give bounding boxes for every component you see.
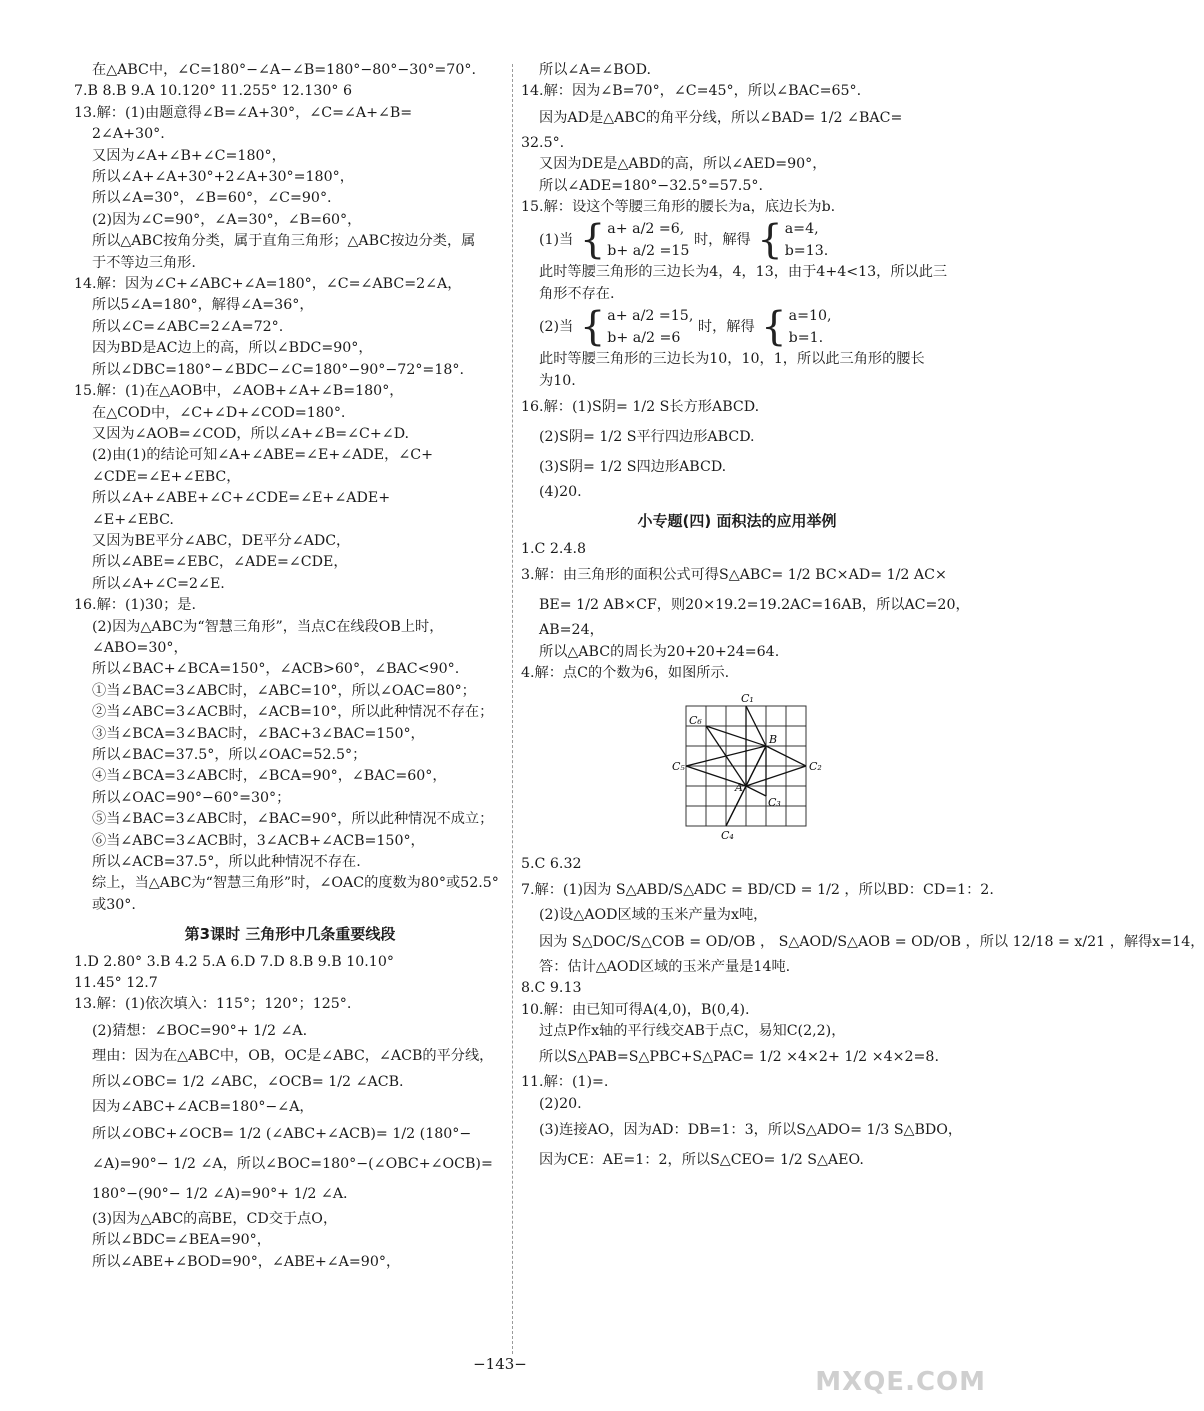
text-line: (3)连接AO，因为AD：DB=1：3，所以S△ADO= 1/3 S△BDO，	[539, 1122, 963, 1139]
solution-values	[785, 218, 829, 262]
text-line: 14.解：因为∠B=70°，∠C=45°，所以∠BAC=65°.	[521, 83, 862, 100]
text-line: ∠A)=90°− 1/2 ∠A，所以∠BOC=180°−(∠OBC+∠OCB)=	[92, 1155, 493, 1172]
text-line: 所以∠OAC=90°−60°=30°；	[92, 789, 291, 806]
text-line: 因为∠ABC+∠ACB=180°−∠A，	[92, 1099, 314, 1116]
text-line: 所以∠A+∠C=2∠E.	[92, 575, 225, 592]
section-heading-lesson3: 第3课时 三角形中几条重要线段	[184, 925, 396, 944]
text-line: 7.B 8.B 9.A 10.120° 11.255° 12.130° 6	[74, 83, 353, 100]
text-line: (2)20.	[539, 1095, 582, 1112]
text-line: 16.解：(1)30；是.	[74, 597, 196, 614]
text-line: 16.解：(1)S阴= 1/2 S长方形ABCD.	[521, 399, 760, 416]
right-answers-part2	[521, 262, 953, 305]
text-line: 所以∠DBC=180°−∠BDC−∠C=180°−90°−72°=18°.	[92, 361, 464, 378]
solution-2: b=13.	[784, 243, 829, 260]
text-line: 1.D 2.80° 3.B 4.2 5.A 6.D 7.D 8.B 9.B 10.10°	[74, 953, 394, 970]
text-line: 3.解：由三角形的面积公式可得S△ABC= 1/2 BC×AD= 1/2 AC×	[521, 567, 947, 584]
system-eq-1: a+ a/2 =6,	[607, 221, 685, 238]
text-line: 15.解：设这个等腰三角形的腰长为a，底边长为b.	[521, 199, 836, 216]
watermark-text: MXQE.COM	[815, 1367, 986, 1397]
text-line: BE= 1/2 AB×CF，则20×19.2=19.2AC=16AB，所以AC=20，	[539, 597, 970, 614]
text-line: 或30°.	[92, 896, 136, 913]
text-line: 因为CE：AE=1：2，所以S△CEO= 1/2 S△AEO.	[539, 1152, 864, 1169]
text-line: (3)S阴= 1/2 S四边形ABCD.	[539, 459, 727, 476]
text-line: 15.解：(1)在△AOB中，∠AOB+∠A+∠B=180°，	[74, 383, 404, 400]
system-eq-2: b+ a/2 =6	[607, 330, 681, 347]
system-equations	[607, 218, 689, 262]
text-line: 所以△ABC按角分类，属于直角三角形；△ABC按边分类，属	[92, 233, 476, 250]
text-line: 180°−(90°− 1/2 ∠A)=90°+ 1/2 ∠A.	[92, 1185, 348, 1202]
text-line: 又因为∠AOB=∠COD，所以∠A+∠B=∠C+∠D.	[92, 425, 410, 442]
text-line: (3)因为△ABC的高BE，CD交于点O，	[92, 1210, 338, 1227]
text-line: 1.C 2.4.8	[521, 540, 587, 557]
text-line: 5.C 6.32	[521, 855, 582, 872]
text-line: 4.解：点C的个数为6，如图所示.	[521, 665, 730, 682]
system-mid-text: 时，解得	[693, 232, 751, 249]
text-line: 所以5∠A=180°，解得∠A=36°，	[92, 297, 314, 314]
text-line: ④当∠BCA=3∠ABC时，∠BCA=90°，∠BAC=60°，	[92, 768, 447, 785]
system-lead: (2)当	[539, 319, 574, 336]
text-line: ∠CDE=∠E+∠EBC，	[92, 468, 241, 485]
text-line: 13.解：(1)依次填入：115°；120°；125°.	[74, 996, 352, 1013]
text-line: 所以∠OBC+∠OCB= 1/2 (∠ABC+∠ACB)= 1/2 (180°−	[92, 1125, 472, 1142]
brace-glyph: {	[579, 304, 606, 351]
text-line: ②当∠ABC=3∠ACB时，∠ACB=10°，所以此种情况不存在；	[92, 704, 494, 721]
solution-brace-group	[759, 305, 831, 349]
text-line: 所以∠A+∠ABE+∠C+∠CDE=∠E+∠ADE+	[92, 490, 391, 507]
text-line: 所以∠ACB=37.5°，所以此种情况不存在.	[92, 854, 361, 871]
text-line: 所以∠A=30°，∠B=60°，∠C=90°.	[92, 190, 332, 207]
text-line: 14.解：因为∠C+∠ABC+∠A=180°，∠C=∠ABC=2∠A，	[74, 276, 462, 293]
text-line: 又因为DE是△ABD的高，所以∠AED=90°，	[539, 156, 827, 173]
text-line: 7.解：(1)因为 S△ABD/S△ADC = BD/CD = 1/2 ，所以BD：CD=1：2.	[521, 882, 994, 899]
equation-system-2	[521, 305, 953, 349]
text-line: 此时等腰三角形的三边长为4，4，13，由于4+4<13，所以此三	[539, 264, 948, 281]
text-line: 所以∠ADE=180°−32.5°=57.5°.	[539, 177, 763, 194]
brace-glyph: {	[757, 217, 783, 264]
text-line: 所以∠OBC= 1/2 ∠ABC，∠OCB= 1/2 ∠ACB.	[92, 1074, 404, 1091]
text-line: (2)猜想：∠BOC=90°+ 1/2 ∠A.	[92, 1022, 308, 1039]
text-line: 11.45° 12.7	[74, 975, 158, 992]
text-line: (4)20.	[539, 484, 582, 501]
solution-values	[789, 305, 832, 349]
text-line: 此时等腰三角形的三边长为10，10，1，所以此三角形的腰长	[539, 351, 925, 368]
label-b: B	[769, 732, 778, 746]
text-line: 2∠A+30°.	[92, 126, 165, 143]
system-brace-group	[578, 218, 690, 262]
text-line: 又因为BE平分∠ABC，DE平分∠ADC，	[92, 532, 351, 549]
text-line: 所以∠BAC=37.5°，所以∠OAC=52.5°；	[92, 747, 367, 763]
system-eq-1: a+ a/2 =15,	[607, 308, 694, 325]
text-line: 所以∠A+∠A+30°+2∠A+30°=180°，	[92, 169, 354, 186]
system-mid-text: 时，解得	[697, 319, 755, 336]
text-line: 因为 S△DOC/S△COB = OD/OB ， S△AOD/S△AOB = OD/OB ，所以 12/18 = x/21 ，解得x=14，	[539, 933, 1204, 950]
label-c1: C₁	[741, 691, 754, 705]
left-column	[74, 60, 506, 1273]
text-line: 10.解：由已知可得A(4,0)，B(0,4).	[521, 1001, 750, 1018]
right-answers-part5	[521, 854, 1204, 1175]
text-line: 过点P作x轴的平行线交AB于点C，易知C(2,2)，	[539, 1022, 846, 1039]
text-line: 所以∠BAC+∠BCA=150°，∠ACB>60°，∠BAC<90°.	[92, 661, 460, 678]
text-line: ③当∠BCA=3∠BAC时，∠BAC+3∠BAC=150°，	[92, 725, 425, 742]
text-line: ∠ABO=30°，	[92, 639, 188, 656]
text-line: 所以∠ABE=∠EBC，∠ADE=∠CDE，	[92, 554, 348, 571]
text-line: 32.5°.	[521, 134, 565, 151]
text-line: (2)S阴= 1/2 S平行四边形ABCD.	[539, 429, 755, 446]
label-c2: C₂	[809, 759, 822, 773]
text-line: (2)设△AOD区域的玉米产量为x吨，	[539, 907, 768, 924]
left-answers-part1	[74, 60, 506, 916]
text-line: 在△ABC中，∠C=180°−∠A−∠B=180°−80°−30°=70°.	[92, 62, 476, 78]
text-line: 答：估计△AOD区域的玉米产量是14吨.	[539, 958, 791, 975]
text-line: 所以∠A=∠BOD.	[539, 62, 651, 78]
label-c6: C₆	[689, 713, 702, 727]
label-c5: C₅	[672, 759, 685, 773]
brace-glyph: {	[761, 304, 787, 351]
label-a: A	[735, 780, 743, 794]
text-line: 因为AD是△ABC的角平分线，所以∠BAD= 1/2 ∠BAC=	[539, 109, 903, 126]
text-line: ⑥当∠ABC=3∠ACB时，3∠ACB+∠ACB=150°，	[92, 832, 425, 849]
left-answers-part2	[74, 952, 506, 1273]
solution-2: b=1.	[788, 330, 824, 347]
text-line: (2)由(1)的结论可知∠A+∠ABE=∠E+∠ADE，∠C+	[92, 447, 433, 464]
label-c4: C₄	[721, 828, 734, 842]
text-line: 所以△ABC的周长为20+20+24=64.	[539, 643, 780, 660]
text-line: 因为BD是AC边上的高，所以∠BDC=90°，	[92, 340, 373, 357]
text-line: 角形不存在.	[539, 285, 615, 302]
text-line: 所以∠BDC=∠BEA=90°，	[92, 1232, 271, 1249]
system-equations	[607, 305, 693, 349]
text-line: 理由：因为在△ABC中，OB，OC是∠ABC，∠ACB的平分线，	[92, 1047, 494, 1064]
right-answers-part1	[521, 60, 953, 218]
solution-1: a=4,	[784, 221, 819, 238]
grid-figure	[671, 691, 821, 841]
text-line: ⑤当∠BAC=3∠ABC时，∠BAC=90°，所以此种情况不成立；	[92, 811, 494, 828]
text-line: 于不等边三角形.	[92, 254, 196, 271]
text-line: 在△COD中，∠C+∠D+∠COD=180°.	[92, 404, 346, 421]
text-line: 综上，当△ABC为“智慧三角形”时，∠OAC的度数为80°或52.5°	[92, 875, 499, 892]
text-line: 所以∠C=∠ABC=2∠A=72°.	[92, 318, 284, 335]
solution-brace-group	[755, 218, 828, 262]
brace-glyph: {	[579, 217, 606, 264]
text-line: 为10.	[539, 372, 576, 389]
label-c3: C₃	[768, 795, 781, 809]
text-line: 8.C 9.13	[521, 980, 582, 997]
column-divider	[512, 64, 513, 1354]
page-number: −143−	[473, 1355, 527, 1373]
system-lead: (1)当	[539, 232, 574, 249]
text-line: (2)因为∠C=90°，∠A=30°，∠B=60°，	[92, 211, 362, 228]
right-answers-part4	[521, 539, 970, 685]
system-brace-group	[578, 305, 694, 349]
right-column	[521, 60, 1204, 1175]
text-line: 所以∠ABE+∠BOD=90°，∠ABE+∠A=90°，	[92, 1253, 401, 1270]
text-line: 所以S△PAB=S△PBC+S△PAC= 1/2 ×4×2+ 1/2 ×4×2=8.	[539, 1049, 939, 1066]
solution-1: a=10,	[788, 308, 832, 325]
text-line: ①当∠BAC=3∠ABC时，∠ABC=10°，所以∠OAC=80°；	[92, 682, 476, 699]
text-line: ∠E+∠EBC.	[92, 511, 174, 528]
text-line: AB=24，	[539, 622, 604, 639]
section-heading-special-topic: 小专题(四) 面积法的应用举例	[637, 512, 837, 531]
text-line: (2)因为△ABC为“智慧三角形”，当点C在线段OB上时，	[92, 618, 444, 635]
system-eq-2: b+ a/2 =15	[607, 243, 690, 260]
text-line: 13.解：(1)由题意得∠B=∠A+30°，∠C=∠A+∠B=	[74, 104, 413, 121]
text-line: 11.解：(1)=.	[521, 1074, 609, 1091]
equation-system-1	[521, 218, 953, 262]
text-line: 又因为∠A+∠B+∠C=180°，	[92, 147, 286, 164]
right-answers-part3	[521, 349, 953, 503]
